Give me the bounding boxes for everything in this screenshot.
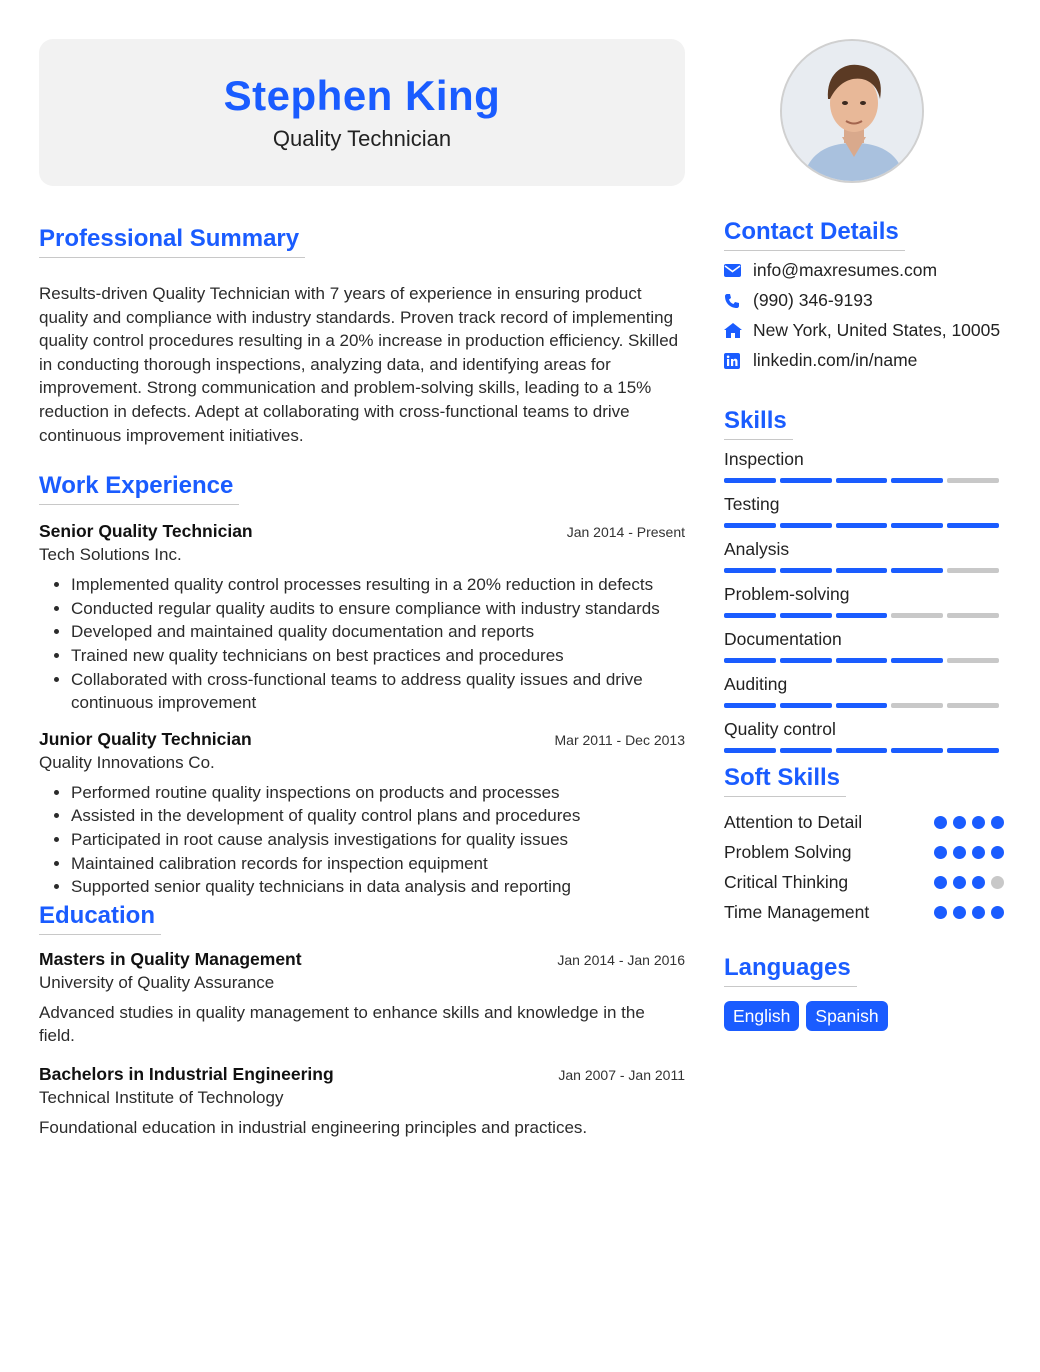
skill-level-segment [947, 748, 999, 753]
skill-level-segment [780, 658, 832, 663]
rating-dot [972, 876, 985, 889]
skill-level-segment [724, 478, 776, 483]
skill-level-bar [724, 703, 999, 708]
rating-dot [953, 816, 966, 829]
envelope-icon [724, 259, 753, 282]
job-bullet: • Maintained calibration records for inspection equipment [71, 852, 685, 876]
sidebar-column [724, 39, 1004, 1031]
rating-dot [972, 816, 985, 829]
rating-dot [934, 816, 947, 829]
soft-skill-rating [934, 816, 1004, 829]
skill-level-bar [724, 613, 999, 618]
skill-name: Quality control [724, 719, 836, 739]
soft-skill-item [724, 837, 1004, 867]
education-entry [39, 947, 685, 1048]
avatar-portrait-icon [782, 41, 924, 183]
education-section [39, 901, 685, 1140]
job-bullets [39, 573, 685, 715]
soft-skill-name: Attention to Detail [724, 811, 863, 832]
job-title: Junior Quality Technician [39, 728, 252, 749]
rating-dot [972, 906, 985, 919]
job-bullet: • Developed and maintained quality documentation and reports [71, 620, 685, 644]
skill-level-segment [836, 478, 888, 483]
contact-email[interactable] [724, 259, 1004, 282]
skill-name: Inspection [724, 449, 804, 469]
contact-section [724, 217, 1004, 372]
skill-level-bar [724, 523, 999, 528]
job-title: Senior Quality Technician [39, 521, 253, 542]
soft-skill-name: Problem Solving [724, 841, 852, 862]
rating-dot [991, 876, 1004, 889]
home-icon [724, 319, 753, 342]
skill-level-segment [836, 658, 888, 663]
rating-dot [934, 906, 947, 919]
skill-level-segment [836, 748, 888, 753]
education-heading: Education [39, 901, 161, 935]
main-column [39, 39, 685, 1139]
soft-skill-item [724, 867, 1004, 897]
phone-icon [724, 289, 753, 312]
school-name: University of Quality Assurance [39, 972, 275, 992]
skill-level-segment [724, 748, 776, 753]
skill-level-segment [724, 523, 776, 528]
header-card [39, 39, 685, 186]
soft-skill-rating [934, 876, 1004, 889]
job-bullet: • Collaborated with cross-functional teams to address quality issues and drive continuous improvement [71, 668, 685, 715]
skill-name: Testing [724, 494, 780, 514]
skill-level-segment [780, 568, 832, 573]
skill-name: Problem-solving [724, 584, 850, 604]
skill-item [724, 628, 1004, 663]
job-bullet: • Conducted regular quality audits to ensure compliance with industry standards [71, 597, 685, 621]
skill-level-segment [947, 613, 999, 618]
skill-level-segment [724, 613, 776, 618]
degree-title: Bachelors in Industrial Engineering [39, 1063, 334, 1084]
job-date: Mar 2011 - Dec 2013 [554, 731, 685, 748]
soft-skill-name: Critical Thinking [724, 871, 849, 892]
skill-item [724, 448, 1004, 483]
rating-dot [934, 846, 947, 859]
skill-level-segment [836, 523, 888, 528]
soft-skill-name: Time Management [724, 901, 870, 922]
rating-dot [953, 846, 966, 859]
skill-level-segment [891, 748, 943, 753]
languages-section [724, 953, 1004, 1031]
job-entry [39, 727, 685, 899]
linkedin-text: linkedin.com/in/name [753, 350, 918, 370]
soft-skills-section [724, 763, 1004, 927]
contact-linkedin[interactable] [724, 349, 1004, 372]
soft-skill-rating [934, 906, 1004, 919]
languages-heading: Languages [724, 953, 857, 987]
skill-item [724, 583, 1004, 618]
rating-dot [991, 816, 1004, 829]
skill-level-segment [780, 703, 832, 708]
skill-level-bar [724, 748, 999, 753]
rating-dot [953, 876, 966, 889]
contact-phone[interactable] [724, 289, 1004, 312]
job-bullet: • Implemented quality control processes resulting in a 20% reduction in defects [71, 573, 685, 597]
skill-level-segment [947, 703, 999, 708]
skill-level-segment [947, 568, 999, 573]
soft-skill-item [724, 897, 1004, 927]
job-bullet: • Trained new quality technicians on best practices and procedures [71, 644, 685, 668]
skill-name: Analysis [724, 539, 790, 559]
education-date: Jan 2014 - Jan 2016 [557, 951, 685, 968]
skill-level-segment [891, 703, 943, 708]
summary-heading: Professional Summary [39, 224, 305, 258]
summary-section [39, 224, 685, 447]
language-badge: Spanish [806, 1001, 887, 1031]
phone-text: (990) 346-9193 [753, 290, 873, 310]
skill-name: Auditing [724, 674, 788, 694]
skill-level-bar [724, 568, 999, 573]
candidate-role: Quality Technician [272, 126, 452, 151]
skill-level-segment [724, 658, 776, 663]
rating-dot [934, 876, 947, 889]
language-list [724, 1001, 1004, 1031]
job-company: Quality Innovations Co. [39, 752, 215, 772]
education-description: Advanced studies in quality management to enhance skills and knowledge in the field. [39, 1002, 645, 1046]
skill-level-segment [836, 568, 888, 573]
skill-level-segment [891, 613, 943, 618]
education-date: Jan 2007 - Jan 2011 [558, 1066, 685, 1083]
skill-level-segment [891, 523, 943, 528]
rating-dot [991, 846, 1004, 859]
education-description: Foundational education in industrial engineering principles and practices. [39, 1117, 588, 1137]
email-text: info@maxresumes.com [753, 260, 938, 280]
education-entry [39, 1062, 685, 1140]
rating-dot [953, 906, 966, 919]
job-bullet: • Supported senior quality technicians in data analysis and reporting [71, 875, 685, 899]
address-text: New York, United States, 10005 [753, 320, 1001, 340]
job-bullets [39, 781, 685, 899]
linkedin-icon [724, 349, 753, 372]
soft-skills-heading: Soft Skills [724, 763, 846, 797]
rating-dot [991, 906, 1004, 919]
skill-level-segment [947, 658, 999, 663]
soft-skill-rating [934, 846, 1004, 859]
soft-skill-item [724, 807, 1004, 837]
skill-level-segment [836, 613, 888, 618]
skills-heading: Skills [724, 406, 793, 440]
contact-heading: Contact Details [724, 217, 905, 251]
skill-level-segment [724, 568, 776, 573]
skills-section [724, 406, 1004, 753]
school-name: Technical Institute of Technology [39, 1087, 284, 1107]
job-bullet: • Participated in root cause analysis investigations for quality issues [71, 828, 685, 852]
skill-level-segment [891, 478, 943, 483]
degree-title: Masters in Quality Management [39, 948, 302, 969]
skills-list [724, 448, 1004, 753]
skill-level-segment [947, 523, 999, 528]
skill-level-segment [780, 748, 832, 753]
experience-section [39, 471, 685, 899]
skill-level-segment [780, 478, 832, 483]
skill-item [724, 718, 1004, 753]
language-badge: English [724, 1001, 799, 1031]
skill-level-segment [891, 658, 943, 663]
skill-item [724, 673, 1004, 708]
skill-level-bar [724, 658, 999, 663]
skill-level-segment [836, 703, 888, 708]
rating-dot [972, 846, 985, 859]
experience-heading: Work Experience [39, 471, 239, 505]
skill-level-segment [780, 613, 832, 618]
skill-level-segment [780, 523, 832, 528]
job-entry [39, 519, 685, 715]
summary-text: Results-driven Quality Technician with 7 years of experience in ensuring product quality and compliance with industry standards. Proven track record of implementing quality control procedures resulting in a 20% increase in production efficiency. Skilled in conducting thorough inspections, analyzing data, and identifying areas for improvement. Strong communication and problem-solving skills, leading to a 15% reduction in defects. Adept at collaborating with cross-functional teams to drive continuous improvement initiatives. [39, 284, 679, 445]
skill-level-segment [947, 478, 999, 483]
skill-level-bar [724, 478, 999, 483]
skill-level-segment [891, 568, 943, 573]
profile-photo [780, 39, 924, 183]
skill-level-segment [724, 703, 776, 708]
candidate-name: Stephen King [223, 72, 501, 119]
job-bullet: • Assisted in the development of quality control plans and procedures [71, 804, 685, 828]
skill-name: Documentation [724, 629, 842, 649]
job-date: Jan 2014 - Present [566, 524, 685, 541]
job-company: Tech Solutions Inc. [39, 545, 182, 565]
soft-skills-list [724, 807, 1004, 927]
contact-address [724, 319, 1004, 342]
job-bullet: • Performed routine quality inspections on products and processes [71, 781, 685, 805]
skill-item [724, 493, 1004, 528]
skill-item [724, 538, 1004, 573]
